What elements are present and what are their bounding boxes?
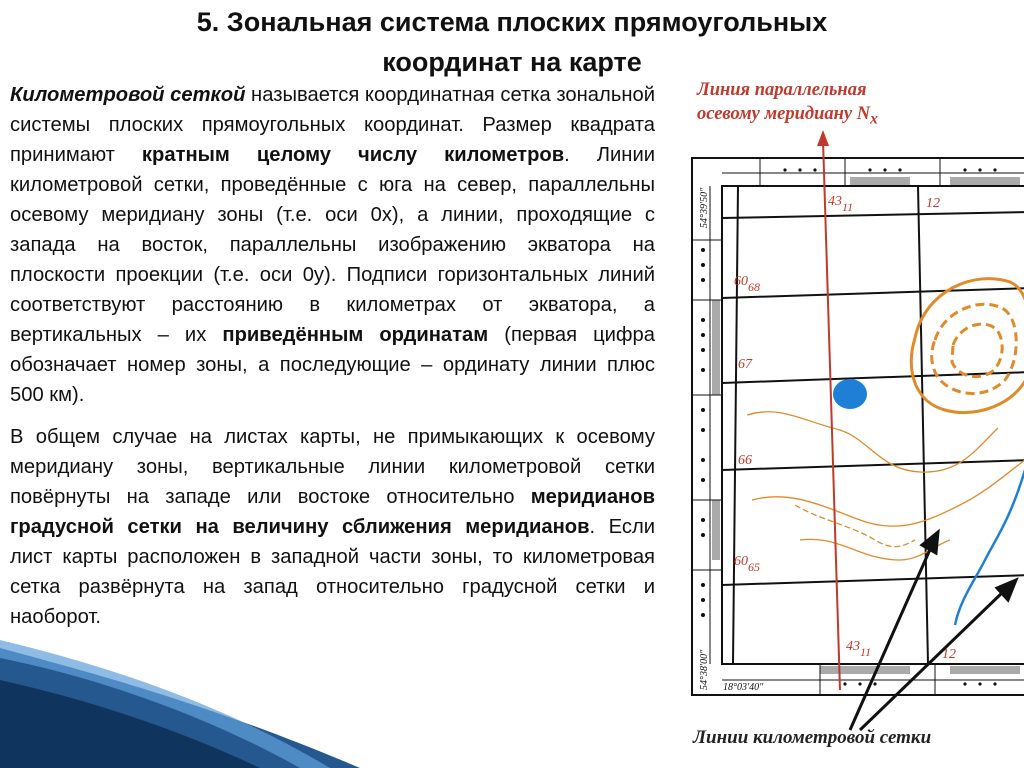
caption-axial-line-1: Линия параллельная: [697, 80, 867, 100]
label-6065: 6065: [734, 554, 760, 574]
term-km-grid: Километровой сеткой: [10, 84, 246, 106]
label-43-bottom: 4311: [846, 639, 872, 659]
lake-shape: [833, 379, 867, 409]
label-66: 66: [738, 453, 752, 468]
paragraph-1-text-2: . Линии километровой сетки, проведённые с юга на север, параллельны осевому меридиану зоны (т.е. оси 0х), а линии, проходящие с запада на восток, параллельны изображению экватора на плоскости проекции (т.е. оси 0у). Подписи горизонтальных линий соответствуют расстоянию в километрах от экватора, а вертикальных – их: [10, 144, 655, 346]
label-12-bottom: 12: [942, 647, 956, 662]
paragraph-2: [10, 422, 655, 632]
term-reduced-ordinates: приведённым ординатам: [222, 324, 489, 346]
label-lon-bottom: 18°03'40": [723, 682, 764, 693]
paragraph-1-text-3: (первая цифра обозначает номер зоны, а последующие – ординату линии плюс 500 км).: [10, 324, 655, 406]
caption-axial-line: [697, 78, 878, 132]
label-lat-bottom: 54°38'00": [699, 649, 710, 690]
term-meridian-convergence: меридианов градусной сетки на величину сближения меридианов: [10, 486, 655, 538]
label-6068: 6068: [734, 274, 760, 294]
slide-title-line2: координат на карте: [382, 47, 642, 77]
slide-body: [10, 80, 655, 632]
caption-km-grid-lines: Линии километровой сетки: [693, 727, 932, 748]
map-illustration: [680, 70, 1024, 768]
paragraph-1: [10, 80, 655, 410]
term-multiple-km: кратным целому числу километров: [141, 144, 565, 166]
slide-title-line1: 5. Зональная система плоских прямоугольных: [196, 7, 828, 37]
label-12-top: 12: [926, 196, 940, 211]
caption-axial-line-2: [697, 102, 878, 132]
paragraph-2-text-2: . Если лист карты расположен в западной части зоны, то километровая сетка развёрнута на запад относительно градусной сетки и наоборот.: [10, 516, 655, 628]
caption-axial-sub: x: [870, 110, 878, 128]
decorative-swoosh: [0, 640, 360, 768]
label-67: 67: [738, 357, 752, 372]
label-lat-top: 54°39'50": [699, 187, 710, 228]
paragraph-1-text-1: называется координатная сетка зональной системы плоских прямоугольных координат. Размер квадрата принимают: [10, 84, 655, 166]
paragraph-2-text-1: В общем случае на листах карты, не примыкающих к осевому меридиану зоны, вертикальные линии километровой сетки повёрнуты на западе или востоке относительно: [10, 426, 655, 508]
caption-axial-line-2-text: осевому меридиану N: [697, 104, 871, 124]
label-43-top: 4311: [828, 194, 854, 214]
